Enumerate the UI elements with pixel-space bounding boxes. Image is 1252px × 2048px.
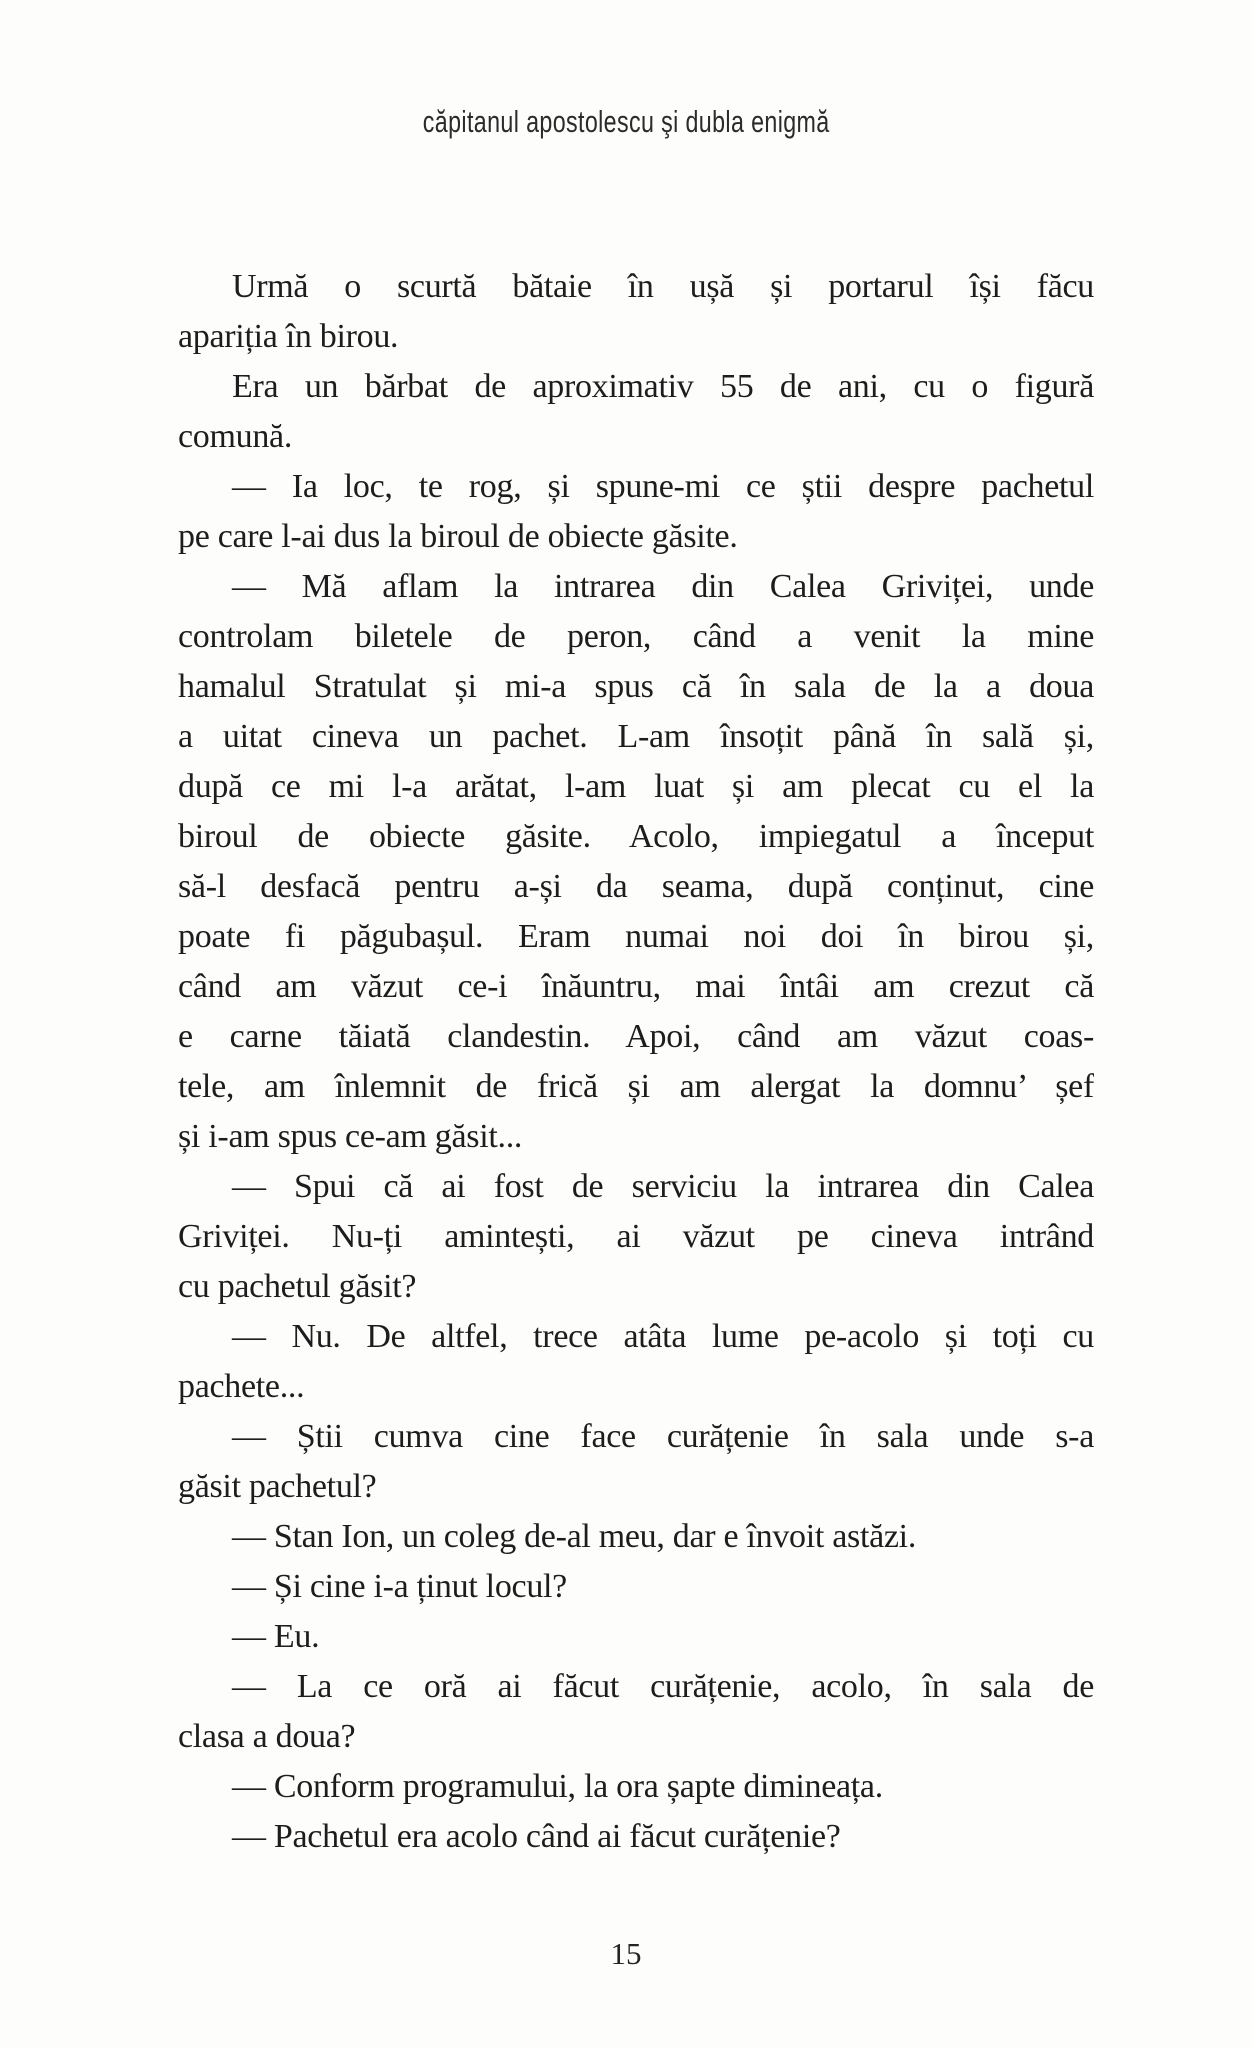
text-line: a uitat cineva un pachet. L-am însoțit până în sală și,: [178, 718, 1094, 755]
text-line: — Pachetul era acolo când ai făcut curățenie?: [232, 1818, 841, 1855]
paragraph: [178, 262, 1094, 362]
text-line: tele, am înlemnit de frică și am alergat la domnu’ șef: [178, 1068, 1094, 1105]
paragraph: [178, 1662, 1094, 1762]
text-line: biroul de obiecte găsite. Acolo, impiegatul a început: [178, 818, 1094, 855]
text-line: apariția în birou.: [178, 318, 399, 355]
paragraph: [178, 562, 1094, 1162]
text-line: controlam biletele de peron, când a venit la mine: [178, 618, 1094, 655]
text-line: să-l desfacă pentru a-și da seama, după conținut, cine: [178, 868, 1094, 905]
paragraph: [178, 1812, 1094, 1862]
paragraph: [178, 1762, 1094, 1812]
paragraph: [178, 462, 1094, 562]
text-line: hamalul Stratulat și mi-a spus că în sala de la a doua: [178, 668, 1094, 705]
text-line: Griviței. Nu-ți amintești, ai văzut pe cineva intrând: [178, 1218, 1094, 1255]
paragraph: [178, 1562, 1094, 1612]
text-line: Era un bărbat de aproximativ 55 de ani, cu o figură: [232, 368, 1094, 405]
text-line: clasa a doua?: [178, 1718, 356, 1755]
text-line: — Și cine i-a ținut locul?: [232, 1568, 567, 1605]
text-line: — Conform programului, la ora șapte dimineața.: [232, 1768, 883, 1805]
text-line: — Eu.: [232, 1618, 320, 1655]
text-line: — Stan Ion, un coleg de-al meu, dar e învoit astăzi.: [232, 1518, 917, 1555]
text-line: comună.: [178, 418, 293, 455]
text-line: — Mă aflam la intrarea din Calea Griviței, unde: [232, 568, 1094, 605]
text-line: — Ia loc, te rog, și spune-mi ce știi despre pachetul: [232, 468, 1094, 505]
text-line: poate fi păgubașul. Eram numai noi doi în birou și,: [178, 918, 1094, 955]
text-line: când am văzut ce-i înăuntru, mai întâi am crezut că: [178, 968, 1094, 1005]
text-line: cu pachetul găsit?: [178, 1268, 417, 1305]
paragraph: [178, 1512, 1094, 1562]
paragraph: [178, 1612, 1094, 1662]
text-line: e carne tăiată clandestin. Apoi, când am văzut coas-: [178, 1018, 1094, 1055]
text-line: Urmă o scurtă bătaie în ușă și portarul își făcu: [232, 268, 1094, 305]
paragraph: [178, 362, 1094, 462]
paragraph: [178, 1162, 1094, 1312]
page-number: 15: [610, 1936, 642, 1971]
text-line: pe care l-ai dus la biroul de obiecte găsite.: [178, 518, 738, 555]
running-header: [0, 106, 1252, 137]
text-line: după ce mi l-a arătat, l-am luat și am plecat cu el la: [178, 768, 1094, 805]
text-line: și i-am spus ce-am găsit...: [178, 1118, 523, 1155]
text-line: — Spui că ai fost de serviciu la intrarea din Calea: [232, 1168, 1094, 1205]
text-line: pachete...: [178, 1368, 305, 1405]
text-line: — Știi cumva cine face curățenie în sala unde s-a: [232, 1418, 1094, 1455]
paragraph: [178, 1412, 1094, 1512]
text-line: — La ce oră ai făcut curățenie, acolo, în sala de: [232, 1668, 1094, 1705]
body-text: [178, 262, 1094, 1862]
paragraph: [178, 1312, 1094, 1412]
text-line: găsit pachetul?: [178, 1468, 377, 1505]
running-header-title: căpitanul apostolescu şi dubla enigmă: [422, 104, 830, 139]
text-line: — Nu. De altfel, trece atâta lume pe-acolo și toți cu: [232, 1318, 1094, 1355]
